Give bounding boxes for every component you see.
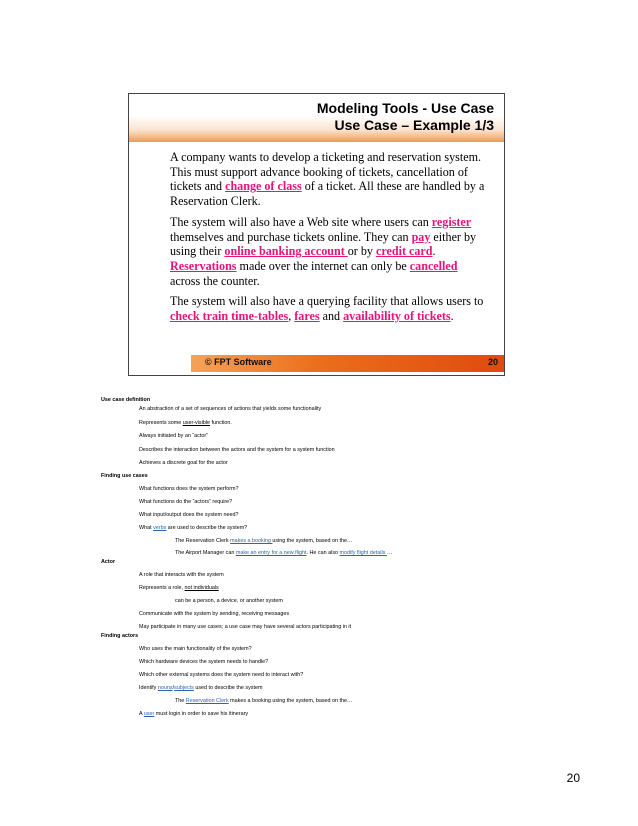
text-run: using the system, based on the…: [272, 538, 353, 544]
text-run: function.: [210, 420, 232, 426]
text-run: themselves and purchase tickets online. They can: [170, 229, 412, 244]
highlight-availability: availability of tickets: [343, 309, 451, 324]
notes-line: What input/output does the system need?: [139, 512, 239, 518]
notes-line: can be a person, a device, or another system: [175, 598, 283, 604]
notes-line: [175, 538, 352, 545]
highlight-cancelled: cancelled: [409, 258, 458, 273]
slide-body: [170, 150, 490, 330]
underlined-term: not individuals: [184, 585, 219, 591]
text-run: . He can also: [306, 550, 340, 556]
text-run: Identify: [139, 685, 158, 691]
text-run: …: [386, 550, 393, 556]
text-run: of a ticket. All these are handled by a Reservation Clerk.: [170, 179, 485, 209]
notes-line: [139, 420, 232, 427]
underlined-term: user-visible: [182, 420, 211, 426]
highlight-change-of-class: change of class: [225, 179, 302, 194]
text-run: across the counter.: [170, 273, 260, 288]
highlight-register: register: [431, 214, 472, 229]
notes-line: Which other external systems does the system need to interact with?: [139, 672, 304, 678]
text-run: The Airport Manager can: [175, 550, 236, 556]
notes-line: [175, 698, 352, 705]
text-run: The system will also have a Web site where users can: [170, 214, 432, 229]
notes-line: [139, 685, 262, 692]
notes-line: Describes the interaction between the actors and the system for a system function: [139, 447, 335, 453]
slide-footer: [191, 355, 505, 372]
highlight-credit-card: credit card: [375, 244, 433, 259]
notes-heading-finding-actors: Finding actors: [101, 633, 139, 639]
text-run: /: [172, 685, 175, 691]
text-run: ,: [288, 309, 295, 324]
notes-line: [139, 585, 219, 592]
text-run: Represents some: [139, 420, 183, 426]
text-run: A: [139, 711, 144, 717]
link-new-flight[interactable]: make an entry for a new flight: [235, 550, 307, 556]
notes-line: Communicate with the system by sending, receiving messages: [139, 611, 290, 617]
text-run: either by using their: [170, 229, 477, 259]
notes-heading-actor: Actor: [101, 559, 116, 565]
notes-line: [139, 711, 248, 718]
text-run: made over the internet can only be: [236, 258, 410, 273]
slide-header: [129, 94, 504, 142]
slide-thumbnail: [128, 93, 505, 376]
text-run: or by: [347, 244, 376, 259]
link-subjects[interactable]: subjects: [174, 685, 194, 691]
text-run: .: [450, 309, 454, 324]
notes-line: A role that interacts with the system: [139, 572, 224, 578]
paragraph-1: [170, 150, 490, 209]
text-run: makes a booking using the system, based on the…: [228, 698, 353, 704]
text-run: A company wants to develop a ticketing and reservation system. This must support advance booking of tickets, cancellation of tickets and: [170, 150, 482, 194]
footer-slide-number: 20: [487, 357, 498, 367]
highlight-pay: pay: [411, 229, 431, 244]
page-number: 20: [566, 771, 580, 785]
link-makes-a-booking[interactable]: makes a booking: [230, 538, 273, 544]
text-run: and: [319, 309, 344, 324]
text-run: What: [139, 525, 154, 531]
notes-line: Always initiated by an “actor”: [139, 433, 208, 439]
text-run: The system will also have a querying facility that allows users to: [170, 294, 484, 309]
notes-line: Who uses the main functionality of the system?: [139, 646, 252, 652]
notes-line: May participate in many use cases; a use case may have several actors participating in it: [139, 624, 352, 630]
slide-title-line1: Modeling Tools - Use Case: [316, 100, 494, 116]
link-verbs[interactable]: verbs: [153, 525, 167, 531]
paragraph-2: [170, 215, 490, 289]
link-reservation-clerk[interactable]: Reservation Clerk: [185, 698, 229, 704]
notes-line: [175, 550, 392, 557]
text-run: must login in order to save his itinerary: [154, 711, 249, 717]
slide-title-line2: Use Case – Example 1/3: [334, 117, 494, 133]
footer-copyright: © FPT Software: [205, 357, 272, 367]
notes-line: Which hardware devices the system needs to handle?: [139, 659, 269, 665]
link-nouns[interactable]: nouns: [157, 685, 173, 691]
highlight-online-banking: online banking account: [224, 244, 348, 259]
text-run: used to describe the system: [193, 685, 263, 691]
slide-title: [317, 100, 494, 134]
notes-line: What functions do the “actors” require?: [139, 499, 233, 505]
text-run: are used to describe the system?: [166, 525, 248, 531]
text-run: The: [175, 698, 186, 704]
notes-heading-finding-use-cases: Finding use cases: [101, 473, 148, 479]
text-run: The Reservation Clerk: [175, 538, 231, 544]
notes-heading-use-case-definition: Use case definition: [101, 397, 151, 403]
text-run: Represents a role,: [139, 585, 185, 591]
text-run: .: [432, 244, 436, 259]
paragraph-3: [170, 294, 490, 323]
highlight-fares: fares: [294, 309, 320, 324]
notes-line: [139, 525, 247, 532]
highlight-check-timetables: check train time-tables: [170, 309, 289, 324]
highlight-reservations: Reservations: [170, 258, 237, 273]
link-modify-flight-details[interactable]: modify flight details: [339, 550, 387, 556]
notes-line: An abstraction of a set of sequences of actions that yields some functionality: [139, 406, 322, 412]
notes-line: Achieves a discrete goal for the actor: [139, 460, 228, 466]
link-user[interactable]: user: [143, 711, 155, 717]
notes-line: What functions does the system perform?: [139, 486, 239, 492]
